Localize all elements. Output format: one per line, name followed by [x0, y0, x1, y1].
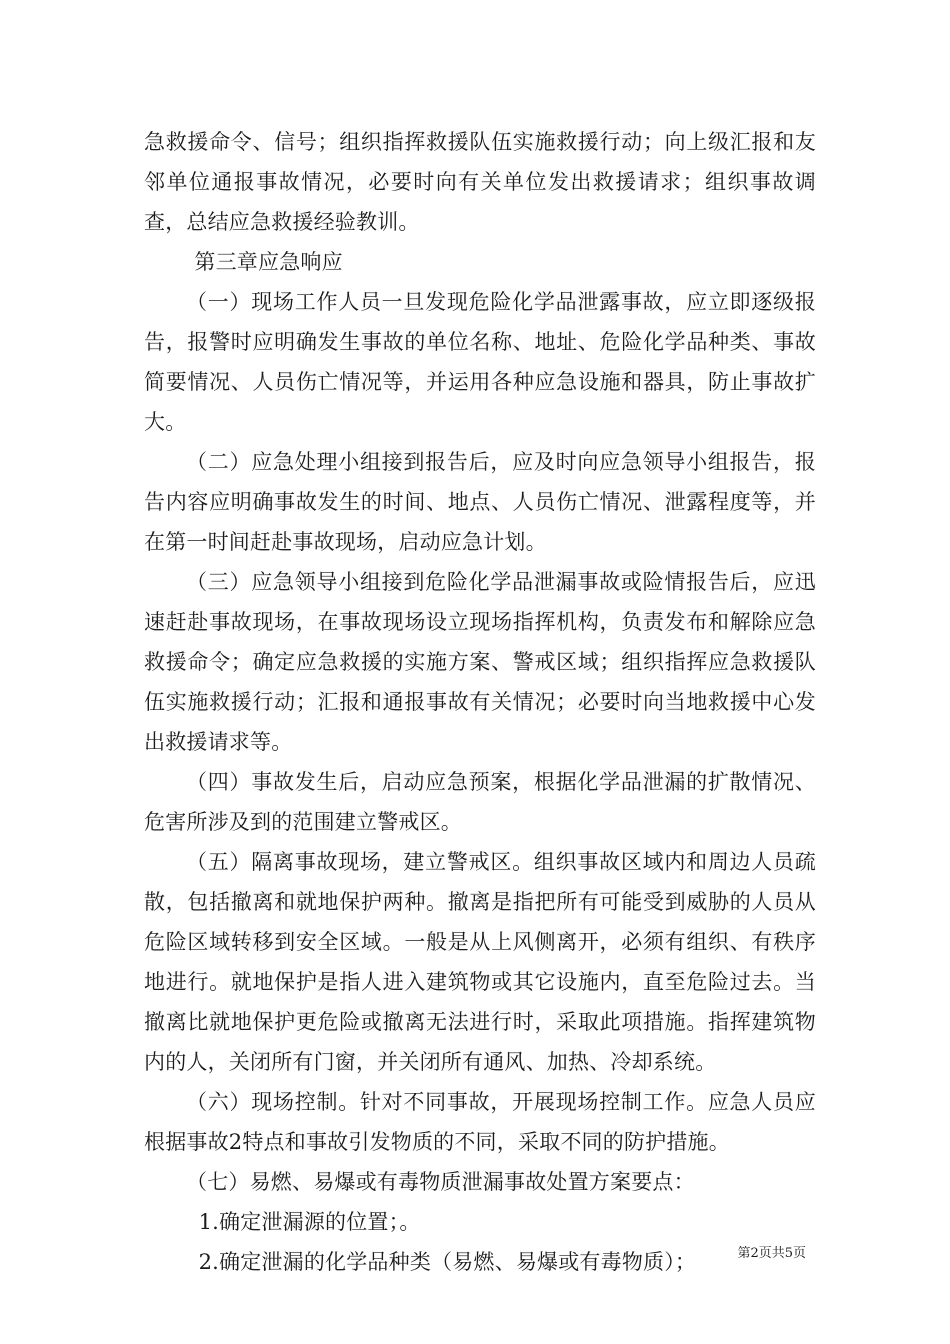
- paragraph-item-2: （二）应急处理小组接到报告后，应及时向应急领导小组报告，报告内容应明确事故发生的时间、地点、人员伤亡情况、泄露程度等，并在第一时间赶赴事故现场，启动应急计划。: [144, 450, 816, 554]
- paragraph-item-7: （七）易燃、易爆或有毒物质泄漏事故处置方案要点：: [186, 1170, 695, 1194]
- paragraph-item-3: （三）应急领导小组接到危险化学品泄漏事故或险情报告后，应迅速赶赴事故现场，在事故现场设立现场指挥机构，负责发布和解除应急救援命令；确定应急救援的实施方案、警戒区域；组织指挥应急救援队伍实施救援行动；汇报和通报事故有关情况；必要时向当地救援中心发出救援请求等。: [144, 570, 816, 754]
- document-body: [144, 122, 816, 1282]
- paragraph-item-6: （六）现场控制。针对不同事故，开展现场控制工作。应急人员应根据事故2特点和事故引发物质的不同，采取不同的防护措施。: [144, 1090, 816, 1154]
- chapter-heading: 第三章应急响应: [194, 250, 343, 274]
- paragraph-item-1: （一）现场工作人员一旦发现危险化学品泄露事故，应立即逐级报告，报警时应明确发生事故的单位名称、地址、危险化学品种类、事故简要情况、人员伤亡情况等，并运用各种应急设施和器具，防止事故扩大。: [144, 290, 816, 434]
- paragraph-item-5: （五）隔离事故现场，建立警戒区。组织事故区域内和周边人员疏散，包括撤离和就地保护两种。撤离是指把所有可能受到威胁的人员从危险区域转移到安全区域。一般是从上风侧离开，必须有组织、有秩序地进行。就地保护是指人进入建筑物或其它设施内，直至危险过去。当撤离比就地保护更危险或撤离无法进行时，采取此项措施。指挥建筑物内的人，关闭所有门窗，并关闭所有通风、加热、冷却系统。: [144, 850, 816, 1074]
- list-item-1: 1.确定泄漏源的位置；。: [198, 1210, 421, 1234]
- page-number: 第2页共5页: [737, 1246, 806, 1261]
- list-item-2: 2.确定泄漏的化学品种类（易燃、易爆或有毒物质）；: [198, 1250, 697, 1274]
- paragraph-item-4: （四）事故发生后，启动应急预案，根据化学品泄漏的扩散情况、危害所涉及到的范围建立警戒区。: [144, 770, 816, 834]
- paragraph-continuation: 急救援命令、信号；组织指挥救援队伍实施救援行动；向上级汇报和友邻单位通报事故情况，必要时向有关单位发出救援请求；组织事故调查，总结应急救援经验教训。: [144, 130, 816, 234]
